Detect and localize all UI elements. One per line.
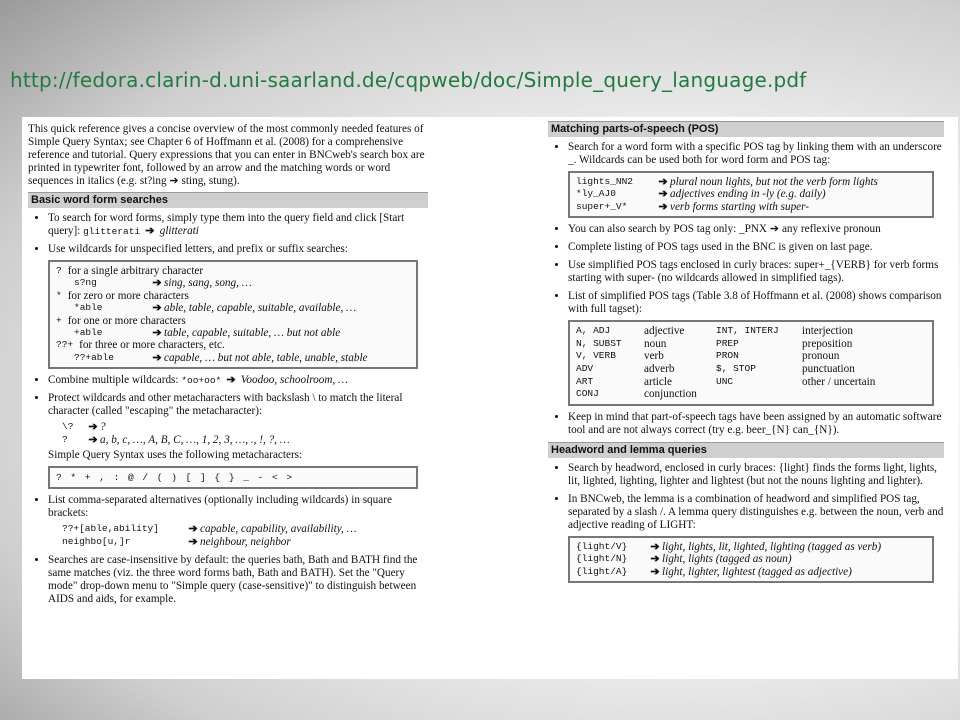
example-row (62, 421, 428, 434)
example-result: light, lights, lit, lighted, lighting (tagged as verb) (662, 540, 882, 553)
wildcard-example-code: +able (74, 327, 103, 339)
list-item (48, 374, 428, 387)
list-item (48, 392, 428, 489)
example-row (576, 188, 926, 200)
arrow-icon: ➔ (152, 327, 162, 340)
example-code: {light/N} (576, 553, 628, 565)
tag-table-cell: conjunction (644, 388, 697, 401)
list-item: • Complete listing of POS tags used in the BNC is given on last page. (568, 241, 944, 254)
example-result: a, b, c, …, A, B, C, …, 1, 2, 3, …, ., !, ?, … (100, 433, 290, 446)
arrow-icon: ➔ (152, 277, 162, 290)
pdf-page (22, 117, 958, 679)
query-code: glitterati (83, 226, 141, 237)
list-item: • Search by headword, enclosed in curly braces: {light} finds the forms light, lights, lit, lighted, lighting, lighter and lightest (but not the nouns lighting and lighter). (568, 462, 944, 488)
wildcard-symbol: + (56, 314, 62, 326)
example-code: {light/V} (576, 540, 628, 552)
example-code: {light/A} (576, 565, 628, 577)
tag-table-cell: V, VERB (576, 350, 616, 362)
example-row (62, 434, 428, 447)
escape-examples (48, 421, 428, 446)
arrow-icon: ➔ (650, 565, 660, 578)
wildcard-row (56, 339, 410, 351)
query-result: Voodoo, schoolroom, … (240, 374, 348, 387)
list-item: • Use simplified POS tags enclosed in curly braces: super+_{VERB} for verb forms starting with super- (no wildcards allowed in simplified tags). (568, 259, 944, 285)
tag-table-cell: $, STOP (716, 363, 756, 374)
example-row (576, 541, 926, 553)
bullet-text: Search for a word form with a specific POS tag by linking them with an underscore _. Wildcards can be used both for word form and POS tag: (568, 141, 942, 166)
example-code: lights_NN2 (576, 176, 634, 187)
tag-table-cell: noun (644, 337, 667, 350)
arrow-icon: ➔ (88, 433, 98, 446)
arrow-icon: ➔ (152, 351, 162, 364)
headword-list (548, 462, 944, 583)
wildcard-example-code: s?ng (74, 277, 97, 289)
tag-table-cell: interjection (802, 325, 853, 338)
right-column (548, 117, 944, 588)
example-row (576, 553, 926, 565)
tag-table-cell: N, SUBST (576, 337, 622, 349)
headword-section-heading: Headword and lemma queries (548, 442, 944, 458)
wildcard-row (56, 302, 410, 314)
bullet-text: List comma-separated alternatives (optionally including wildcards) in square brackets: (48, 494, 392, 520)
arrow-icon: ➔ (188, 523, 198, 536)
example-result: ? (100, 421, 106, 434)
alternatives-examples (48, 523, 428, 548)
tag-table-box (568, 320, 934, 406)
wildcard-row (56, 315, 410, 327)
wildcard-row (56, 265, 410, 277)
wildcard-symbol: * (56, 289, 62, 301)
tag-table-cell: UNC (716, 375, 734, 387)
arrow-icon: ➔ (152, 302, 162, 315)
tag-table-cell: other / uncertain (802, 375, 876, 388)
metachar-box (48, 466, 418, 489)
basic-section-heading: Basic word form searches (28, 192, 428, 208)
tag-table-cell (802, 388, 926, 401)
list-item: • Keep in mind that part-of-speech tags have been assigned by an automatic software tool and are not always correct (try e.g. beer_{N} can_{N}). (568, 411, 944, 437)
tag-table-cell: INT, INTERJ (716, 325, 779, 337)
bullet-text: Combine multiple wildcards: (48, 374, 179, 387)
bullet-text: Searches are case-insensitive by default: the queries bath, Bath and BATH find the same matches (viz. the three word forms bath, Bath and BATH). Set the "Query mode" drop-down menu to "Simple query (case-sensitive)" to distinguish between AIDS and aids, for example. (48, 553, 418, 605)
bullet-text: To search for word forms, simply type them into the query field and click [Start query]: (48, 212, 405, 237)
wildcard-description: for three or more characters, etc. (79, 339, 225, 352)
example-code: super+_V* (576, 200, 628, 212)
wildcard-example-result: table, capable, suitable, … but not able (164, 327, 341, 340)
bullet-text: Protect wildcards and other metacharacters with backslash \ to match the literal character (called "escaping" the metacharacter): (48, 392, 403, 418)
wildcard-example-result: able, table, capable, suitable, available, … (164, 302, 357, 315)
example-row (62, 523, 428, 536)
bullet-text: Use wildcards for unspecified letters, and prefix or suffix searches: (48, 243, 348, 255)
left-column (28, 117, 428, 611)
tag-table-cell: adjective (644, 325, 685, 338)
wildcard-row (56, 290, 410, 302)
wildcard-box (48, 260, 418, 369)
tag-table-cell (716, 388, 802, 401)
list-item (48, 212, 428, 238)
wildcard-example-result: sing, sang, song, … (164, 277, 252, 290)
simplified-tag-table (576, 325, 926, 401)
example-result: light, lighter, lightest (tagged as adjective) (662, 565, 852, 578)
wildcard-row (56, 352, 410, 364)
tag-table-cell: ART (576, 375, 594, 387)
example-result: capable, capability, availability, … (200, 523, 357, 536)
example-row (62, 536, 428, 549)
example-row (576, 566, 926, 578)
tag-table-cell: PREP (716, 337, 739, 349)
arrow-icon: ➔ (88, 421, 98, 434)
arrow-icon: ➔ (658, 176, 668, 188)
pos-section-heading: Matching parts-of-speech (POS) (548, 121, 944, 137)
bullet-text: List of simplified POS tags (Table 3.8 of Hoffmann et al. (2008) shows comparison with full tagset): (568, 290, 942, 316)
intro-paragraph: This quick reference gives a concise overview of the most commonly needed features of Simple Query Syntax; see Chapter 6 of Hoffmann et al. (2008) for a comprehensive reference and tutorial. Query expressions that you can enter in BNCweb's search box are printed in typewriter font, followed by an arrow and the matching words or word sequences in italics (e.g. st?ing ➔ sting, stung). (28, 123, 425, 187)
meta-intro: Simple Query Syntax uses the following metacharacters: (48, 449, 303, 462)
arrow-icon: ➔ (650, 540, 660, 553)
pos-list (548, 141, 944, 437)
wildcard-row (56, 327, 410, 339)
list-item (568, 141, 944, 218)
tag-table-cell: article (644, 375, 672, 388)
list-item (48, 243, 428, 369)
example-row (576, 176, 926, 188)
example-code: ??+[able,ability] (62, 523, 159, 535)
wildcard-description: for a single arbitrary character (67, 265, 204, 277)
example-row (576, 201, 926, 213)
arrow-icon: ➔ (145, 225, 155, 237)
document-url[interactable]: http://fedora.clarin-d.uni-saarland.de/cqpweb/doc/Simple_query_language.pdf (10, 68, 807, 92)
wildcard-symbol: ??+ (56, 339, 74, 351)
arrow-icon: ➔ (188, 536, 198, 549)
list-item (568, 290, 944, 406)
example-result: adjectives ending in -ly (e.g. daily) (670, 188, 826, 201)
example-code: neighbo[u,]r (62, 536, 131, 548)
wildcard-row (56, 277, 410, 289)
basic-list (28, 212, 428, 606)
example-result: verb forms starting with super- (670, 200, 810, 213)
lemma-example-box (568, 536, 934, 583)
tag-table-cell: CONJ (576, 388, 599, 400)
pos-example-box (568, 171, 934, 218)
bullet-text: In BNCweb, the lemma is a combination of headword and simplified POS tag, separated by a slash /. A lemma query distinguishes e.g. between the noun, verb and adjective reading of LIGHT: (568, 492, 944, 531)
list-item (568, 493, 944, 583)
arrow-icon: ➔ (226, 374, 236, 387)
wildcard-description: for zero or more characters (67, 289, 189, 302)
tag-table-cell: A, ADJ (576, 325, 611, 337)
tag-table-cell: adverb (644, 363, 675, 375)
list-item: • You can also search by POS tag only: _PNX ➔ any reflexive pronoun (568, 223, 944, 236)
tag-table-cell: PRON (716, 350, 739, 362)
arrow-icon: ➔ (650, 553, 660, 566)
query-result: glitterati (159, 225, 199, 237)
example-code: *ly_AJ0 (576, 188, 616, 200)
example-result: light, lights (tagged as noun) (662, 553, 792, 566)
tag-table-cell: preposition (802, 337, 853, 350)
wildcard-example-code: ??+able (74, 351, 114, 363)
example-result: neighbour, neighbor (200, 536, 291, 549)
tag-table-cell: punctuation (802, 363, 855, 375)
arrow-icon: ➔ (658, 200, 668, 213)
tag-table-cell: pronoun (802, 350, 840, 363)
list-item (48, 494, 428, 548)
wildcard-description: for one or more characters (67, 314, 186, 327)
wildcard-example-code: *able (74, 302, 103, 314)
list-item (48, 554, 428, 606)
example-code: \? (62, 421, 74, 433)
example-result: plural noun lights, but not the verb form lights (670, 176, 878, 188)
tag-table-cell: ADV (576, 363, 594, 374)
query-code: *oo+oo* (181, 375, 222, 387)
arrow-icon: ➔ (658, 188, 668, 201)
metachar-list: ? * + , : @ / ( ) [ ] { } _ - < > (56, 472, 293, 484)
tag-table-cell: verb (644, 350, 664, 363)
wildcard-example-result: capable, … but not able, table, unable, stable (164, 351, 368, 364)
wildcard-symbol: ? (56, 265, 62, 276)
example-code: ? (62, 433, 68, 445)
